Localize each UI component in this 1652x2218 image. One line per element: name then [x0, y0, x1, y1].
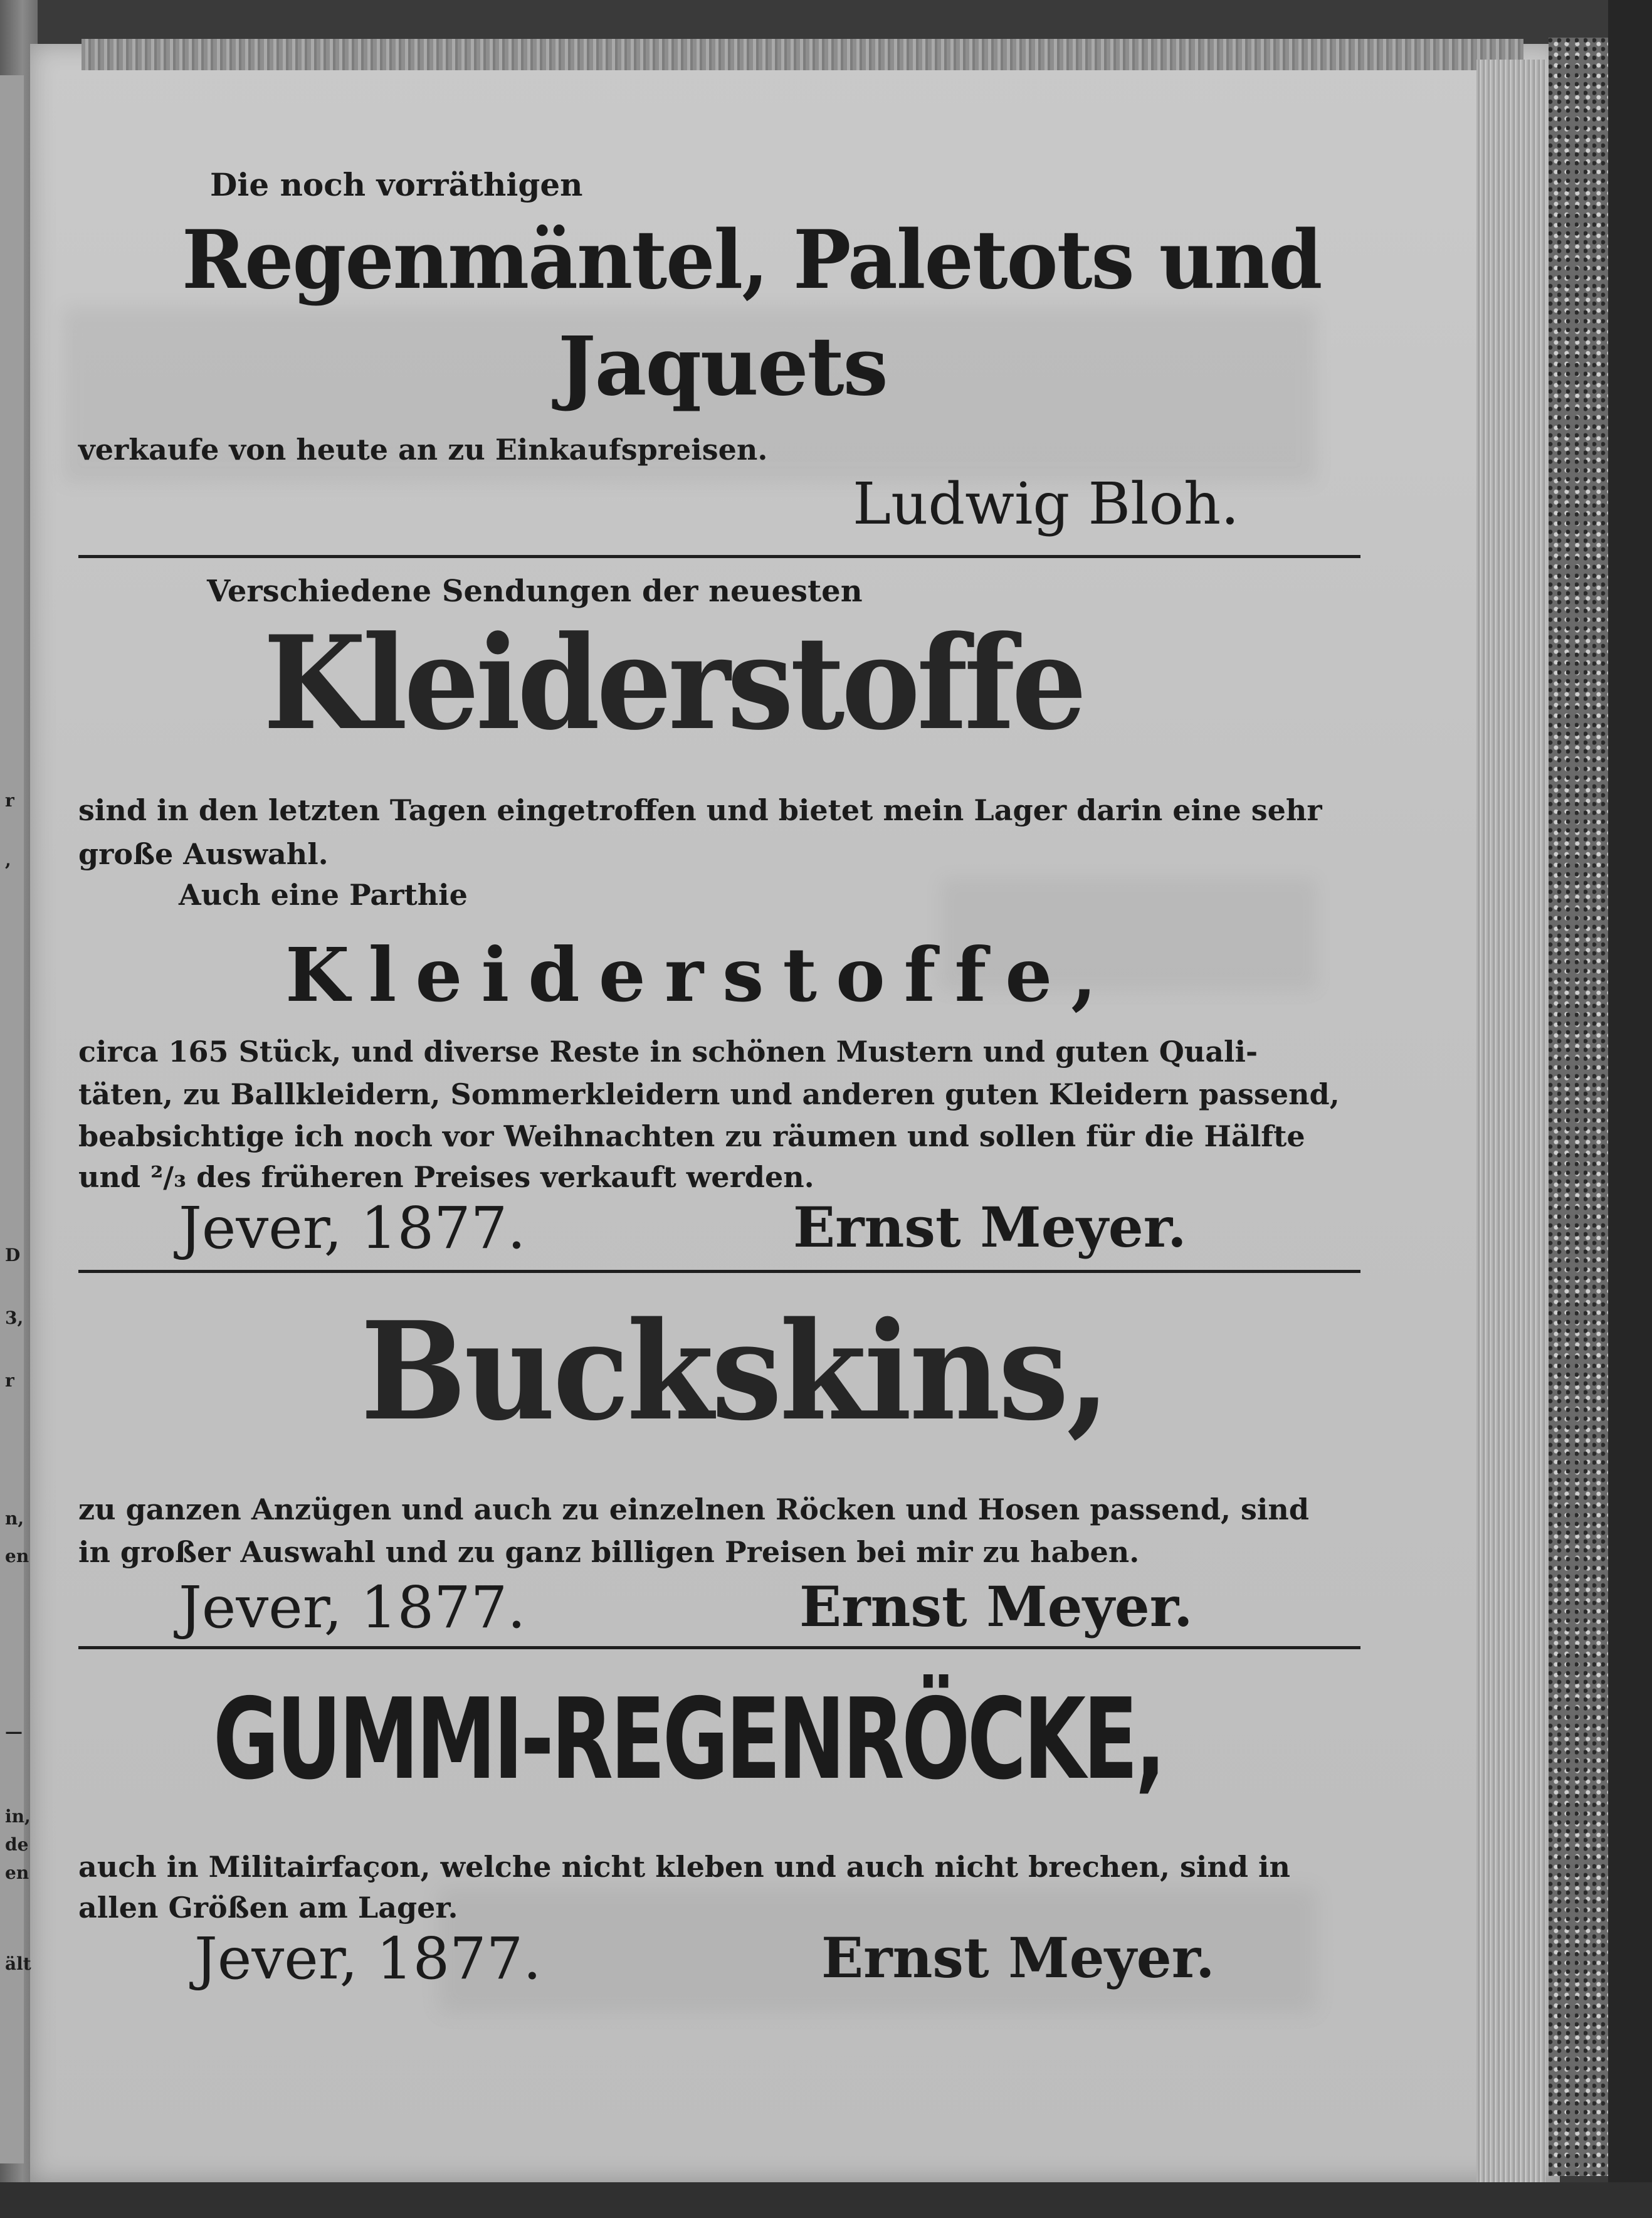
- ad3-headline: Buckskins,: [360, 1292, 1108, 1450]
- ad1-headline-line2: Jaquets: [558, 320, 887, 414]
- ad4-body-line1: auch in Militairfaçon, welche nicht kleben und auch nicht brechen, sind in: [78, 1850, 1290, 1884]
- margin-fragment: ält: [5, 1953, 31, 1974]
- ad4-body-line2: allen Größen am Lager.: [78, 1891, 458, 1925]
- ad2-intro: Verschiedene Sendungen der neuesten: [207, 574, 863, 609]
- margin-fragment: in,: [5, 1806, 31, 1827]
- ad2-signature: Ernst Meyer.: [793, 1195, 1187, 1260]
- ad1-intro: Die noch vorräthigen: [210, 166, 583, 203]
- book-cover-dark: [1608, 0, 1652, 2218]
- ad2-body-line5: beabsichtige ich noch vor Weihnachten zu räumen und sollen für die Hälfte: [78, 1119, 1305, 1153]
- ad2-place-date: Jever, 1877.: [179, 1195, 526, 1262]
- margin-fragment: r: [5, 1370, 14, 1391]
- margin-fragment: en: [5, 1862, 29, 1883]
- ad3-body-line1: zu ganzen Anzügen und auch zu einzelnen Röcken und Hosen passend, sind: [78, 1492, 1310, 1526]
- ad2-headline2: Kleiderstoffe,: [285, 931, 1116, 1018]
- page-top-edge: [82, 39, 1523, 70]
- ad4-place-date: Jever, 1877.: [194, 1925, 542, 1992]
- ad1-headline-line1: Regenmäntel, Paletots und: [182, 213, 1322, 307]
- ad2-body-line2: große Auswahl.: [78, 837, 329, 871]
- ad2-body-line3: circa 165 Stück, und diverse Reste in schönen Mustern und guten Quali-: [78, 1035, 1258, 1069]
- ad-divider: [78, 1646, 1360, 1649]
- ad-divider: [78, 555, 1360, 558]
- margin-fragment: 3,: [5, 1307, 24, 1328]
- ad3-place-date: Jever, 1877.: [179, 1574, 526, 1641]
- margin-fragment: ,: [5, 850, 11, 870]
- ad2-body-line6: und ²/₃ des früheren Preises verkauft werden.: [78, 1160, 814, 1194]
- ad2-body-line4: täten, zu Ballkleidern, Sommerkleidern und anderen guten Kleidern passend,: [78, 1077, 1340, 1111]
- ad-divider: [78, 1270, 1360, 1273]
- ad4-signature: Ernst Meyer.: [821, 1925, 1215, 1990]
- book-cover-edge: [1549, 38, 1608, 2176]
- margin-fragment: D: [5, 1245, 21, 1265]
- margin-fragment: —: [5, 1721, 23, 1742]
- ad1-signature: Ludwig Bloh.: [853, 470, 1239, 537]
- margin-fragment: de: [5, 1834, 29, 1855]
- ad1-body: verkaufe von heute an zu Einkaufspreisen.: [78, 433, 768, 467]
- margin-fragment: n,: [5, 1508, 24, 1529]
- ad2-intro2: Auch eine Parthie: [179, 878, 468, 912]
- margin-fragment: r: [5, 790, 14, 811]
- margin-fragment: en: [5, 1546, 29, 1566]
- ad2-headline: Kleiderstoffe: [263, 608, 1084, 759]
- ad3-signature: Ernst Meyer.: [799, 1574, 1193, 1639]
- ad3-body-line2: in großer Auswahl und zu ganz billigen Preisen bei mir zu haben.: [78, 1535, 1140, 1569]
- page-stack-edge: [1476, 60, 1545, 2185]
- ad4-headline: GUMMI-REGENRÖCKE,: [213, 1674, 1164, 1804]
- bottom-shadow: [0, 2182, 1652, 2218]
- ad2-body-line1: sind in den letzten Tagen eingetroffen und bietet mein Lager darin eine sehr: [78, 793, 1322, 827]
